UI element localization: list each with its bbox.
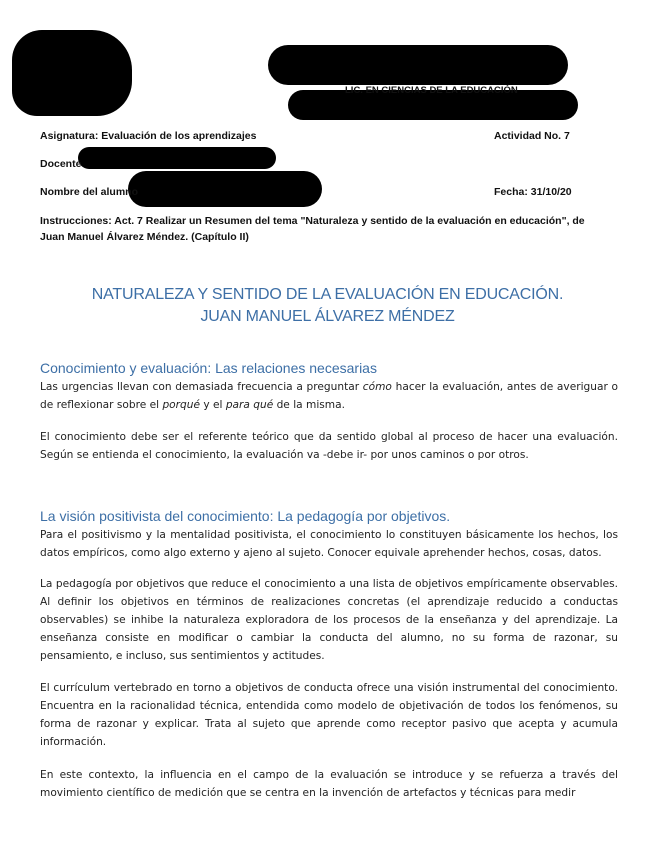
paragraph: La pedagogía por objetivos que reduce el conocimiento a una lista de objetivos empíricamente observables. Al definir los objetivos en términos de realizaciones concretas (el aprendizaje reducido a conductas observables) se inhibe la naturaleza exploradora de los procesos de la enseñanza y del aprendizaje. La enseñanza consiste en modificar o cambiar la conducta del alumno, no su forma de razonar, su pensamiento, e incluso, sus sentimientos y actitudes. — [40, 578, 618, 662]
section-heading-positivist-vision: La visión positivista del conocimiento: La pedagogía por objetivos. — [40, 508, 451, 524]
paragraph: El conocimiento debe ser el referente teórico que da sentido global al proceso de hacer una evaluación. Según se entienda el conocimiento, la evaluación va -debe ir- por unos caminos o por otros. — [40, 431, 618, 461]
document-title-line1: NATURALEZA Y SENTIDO DE LA EVALUACIÓN EN EDUCACIÓN. — [91, 286, 564, 303]
paragraph: En este contexto, la influencia en el campo de la evaluación se introduce y se refuerza a través del movimiento científico de medición que se centra en la invención de artefactos y técnicas para medir — [40, 769, 618, 799]
teacher-label: Docente — [40, 158, 82, 170]
activity-number: Actividad No. 7 — [494, 130, 570, 142]
instructions: Instrucciones: Act. 7 Realizar un Resumen del tema "Naturaleza y sentido de la evaluación en educación", de Juan Manuel Álvarez Méndez. (Capítulo II) — [40, 215, 585, 243]
subject-field: Asignatura: Evaluación de los aprendizajes — [40, 130, 257, 142]
section-heading-knowledge-evaluation: Conocimiento y evaluación: Las relaciones necesarias — [40, 360, 377, 376]
paragraph: Las urgencias llevan con demasiada frecuencia a preguntar cómo hacer la evaluación, antes de averiguar o de reflexionar sobre el porqué y el para qué de la misma. — [40, 381, 618, 411]
redaction-student-name — [128, 171, 322, 207]
redaction-teacher-name — [78, 147, 276, 169]
redaction-institution-name — [268, 45, 568, 85]
student-name-label: Nombre del alumno — [40, 186, 139, 198]
date-field: Fecha: 31/10/20 — [494, 186, 572, 198]
document-title-line2: JUAN MANUEL ÁLVAREZ MÉNDEZ — [200, 308, 455, 325]
program-name: LIC. EN CIENCIAS DE LA EDUCACIÓN — [345, 85, 518, 96]
paragraph: El currículum vertebrado en torno a objetivos de conducta ofrece una visión instrumental del conocimiento. Encuentra en la racionalidad técnica, entendida como modelo de objetivación de todos los fenómenos, su forma de razonar y explicar. Trata al sujeto que aprende como receptor pasivo que acepta y acumula información. — [40, 682, 618, 748]
redaction-logo-block — [12, 30, 132, 116]
paragraph: Para el positivismo y la mentalidad positivista, el conocimiento lo constituyen básicamente los hechos, los datos empíricos, como algo externo y ajeno al sujeto. Conocer equivale aprehender hechos, cosas, datos. — [40, 529, 618, 559]
